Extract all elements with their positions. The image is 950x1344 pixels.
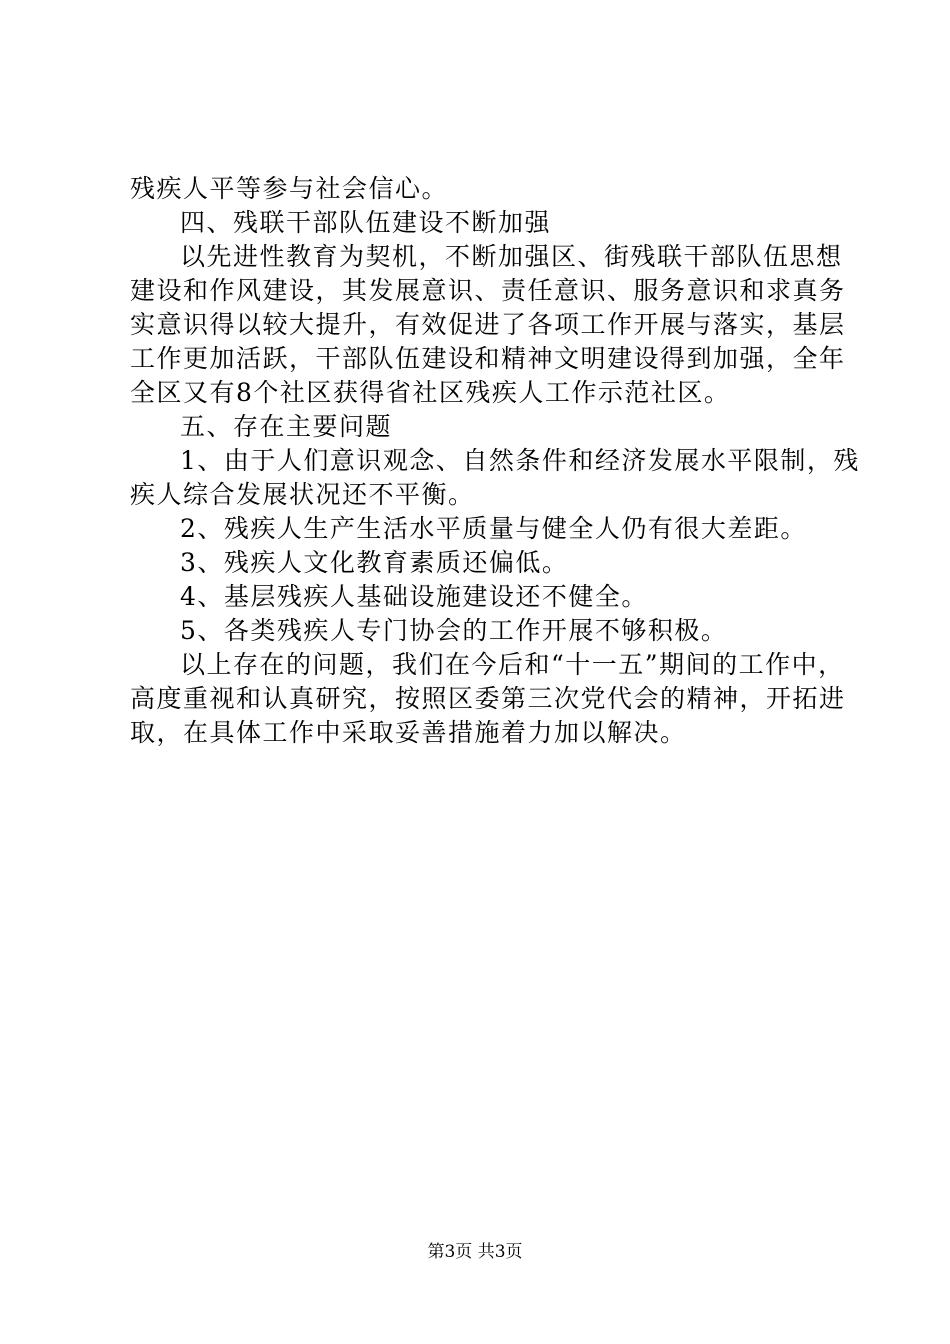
section-heading: 四、残联干部队伍建设不断加强 (180, 208, 552, 237)
page-number-footer: 第3页 共3页 (427, 1242, 523, 1262)
paragraph-line: 取，在具体工作中采取妥善措施着力加以解决。 (130, 718, 687, 747)
paragraph-line: 高度重视和认真研究，按照区委第三次党代会的精神，开拓进 (130, 684, 846, 713)
paragraph-line: 建设和作风建设，其发展意识、责任意识、服务意识和求真务 (130, 276, 846, 305)
list-item: 5、各类残疾人专门协会的工作开展不够积极。 (180, 616, 728, 645)
list-item: 3、残疾人文化教育素质还偏低。 (180, 548, 569, 577)
paragraph-line: 全区又有8个社区获得省社区残疾人工作示范社区。 (130, 378, 731, 407)
paragraph-line: 实意识得以较大提升，有效促进了各项工作开展与落实，基层 (130, 310, 846, 339)
list-item-continuation: 疾人综合发展状况还不平衡。 (130, 480, 475, 509)
paragraph-line: 以上存在的问题，我们在今后和“十一五”期间的工作中， (180, 650, 845, 679)
list-item: 4、基层残疾人基础设施建设还不健全。 (180, 582, 648, 611)
paragraph-line: 残疾人平等参与社会信心。 (130, 174, 449, 203)
section-heading: 五、存在主要问题 (180, 412, 393, 441)
paragraph-line: 以先进性教育为契机，不断加强区、街残联干部队伍思想 (180, 242, 843, 271)
list-item: 1、由于人们意识观念、自然条件和经济发展水平限制，残 (180, 446, 860, 475)
paragraph-line: 工作更加活跃，干部队伍建设和精神文明建设得到加强，全年 (130, 344, 846, 373)
document-body (130, 172, 860, 750)
list-item: 2、残疾人生产生活水平质量与健全人仍有很大差距。 (180, 514, 807, 543)
